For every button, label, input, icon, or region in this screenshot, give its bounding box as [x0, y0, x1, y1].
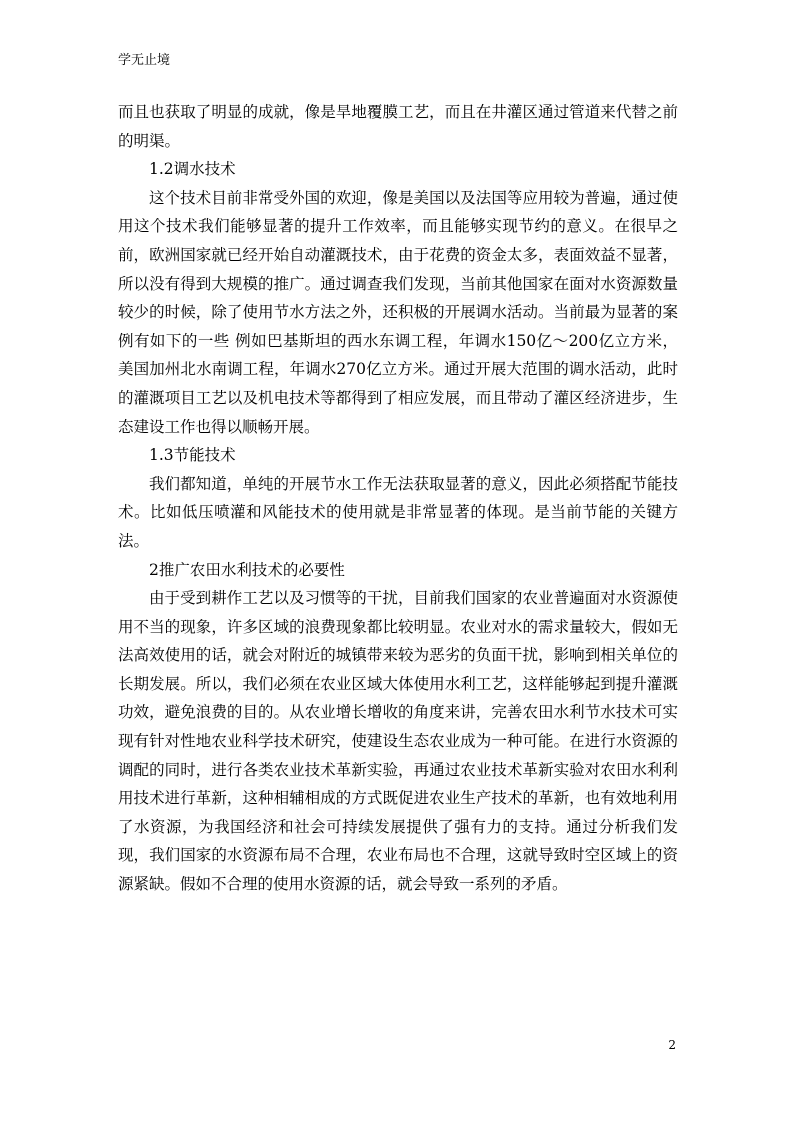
paragraph-water-transfer: 这个技术目前非常受外国的欢迎，像是美国以及法国等应用较为普遍，通过使用这个技术我们能够显著的提升工作效率，而且能够实现节约的意义。在很早之前，欧洲国家就已经开始自动灌溉技术，由于花费的资金太多，表面效益不显著，所以没有得到大规模的推广。通过调查我们发现，当前其他国家在面对水资源数量较少的时候，除了使用节水方法之外，还积极的开展调水活动。当前最为显著的案例有如下的一些 例如巴基斯坦的西水东调工程，年调水150亿～200亿立方米，美国加州北水南调工程，年调水270亿立方米。通过开展大范围的调水活动，此时的灌溉项目工艺以及机电技术等都得到了相应发展，而且带动了灌区经济进步，生态建设工作也得以顺畅开展。 [118, 188, 678, 436]
document-body [118, 98, 678, 899]
section-heading-1-3: 1.3节能技术 [149, 446, 236, 465]
paragraph-energy-saving: 我们都知道，单纯的开展节水工作无法获取显著的意义，因此必须搭配节能技术。比如低压喷灌和风能技术的使用就是非常显著的体现。是当前节能的关键方法。 [118, 474, 678, 550]
paragraph-continuation: 而且也获取了明显的成就，像是旱地覆膜工艺，而且在井灌区通过管道来代替之前的明渠。 [118, 103, 678, 150]
section-heading-2: 2推广农田水利技术的必要性 [149, 560, 345, 579]
page-header: 学无止境 [118, 53, 171, 68]
page-number: 2 [668, 1038, 676, 1052]
paragraph-necessity: 由于受到耕作工艺以及习惯等的干扰，目前我们国家的农业普遍面对水资源使用不当的现象，许多区域的浪费现象都比较明显。农业对水的需求量较大，假如无法高效使用的话，就会对附近的城镇带来较为恶劣的负面干扰，影响到相关单位的长期发展。所以，我们必须在农业区域大体使用水利工艺，这样能够起到提升灌溉功效，避免浪费的目的。从农业增长增收的角度来讲，完善农田水利节水技术可实现有针对性地农业科学技术研究，使建设生态农业成为一种可能。在进行水资源的调配的同时，进行各类农业技术革新实验，再通过农业技术革新实验对农田水利利用技术进行革新，这种相辅相成的方式既促进农业生产技术的革新，也有效地利用了水资源，为我国经济和社会可持续发展提供了强有力的支持。通过分析我们发现，我们国家的水资源布局不合理，农业布局也不合理，这就导致时空区域上的资源紧缺。假如不合理的使用水资源的话，就会导致一系列的矛盾。 [118, 589, 678, 894]
section-heading-1-2: 1.2调水技术 [149, 160, 236, 179]
